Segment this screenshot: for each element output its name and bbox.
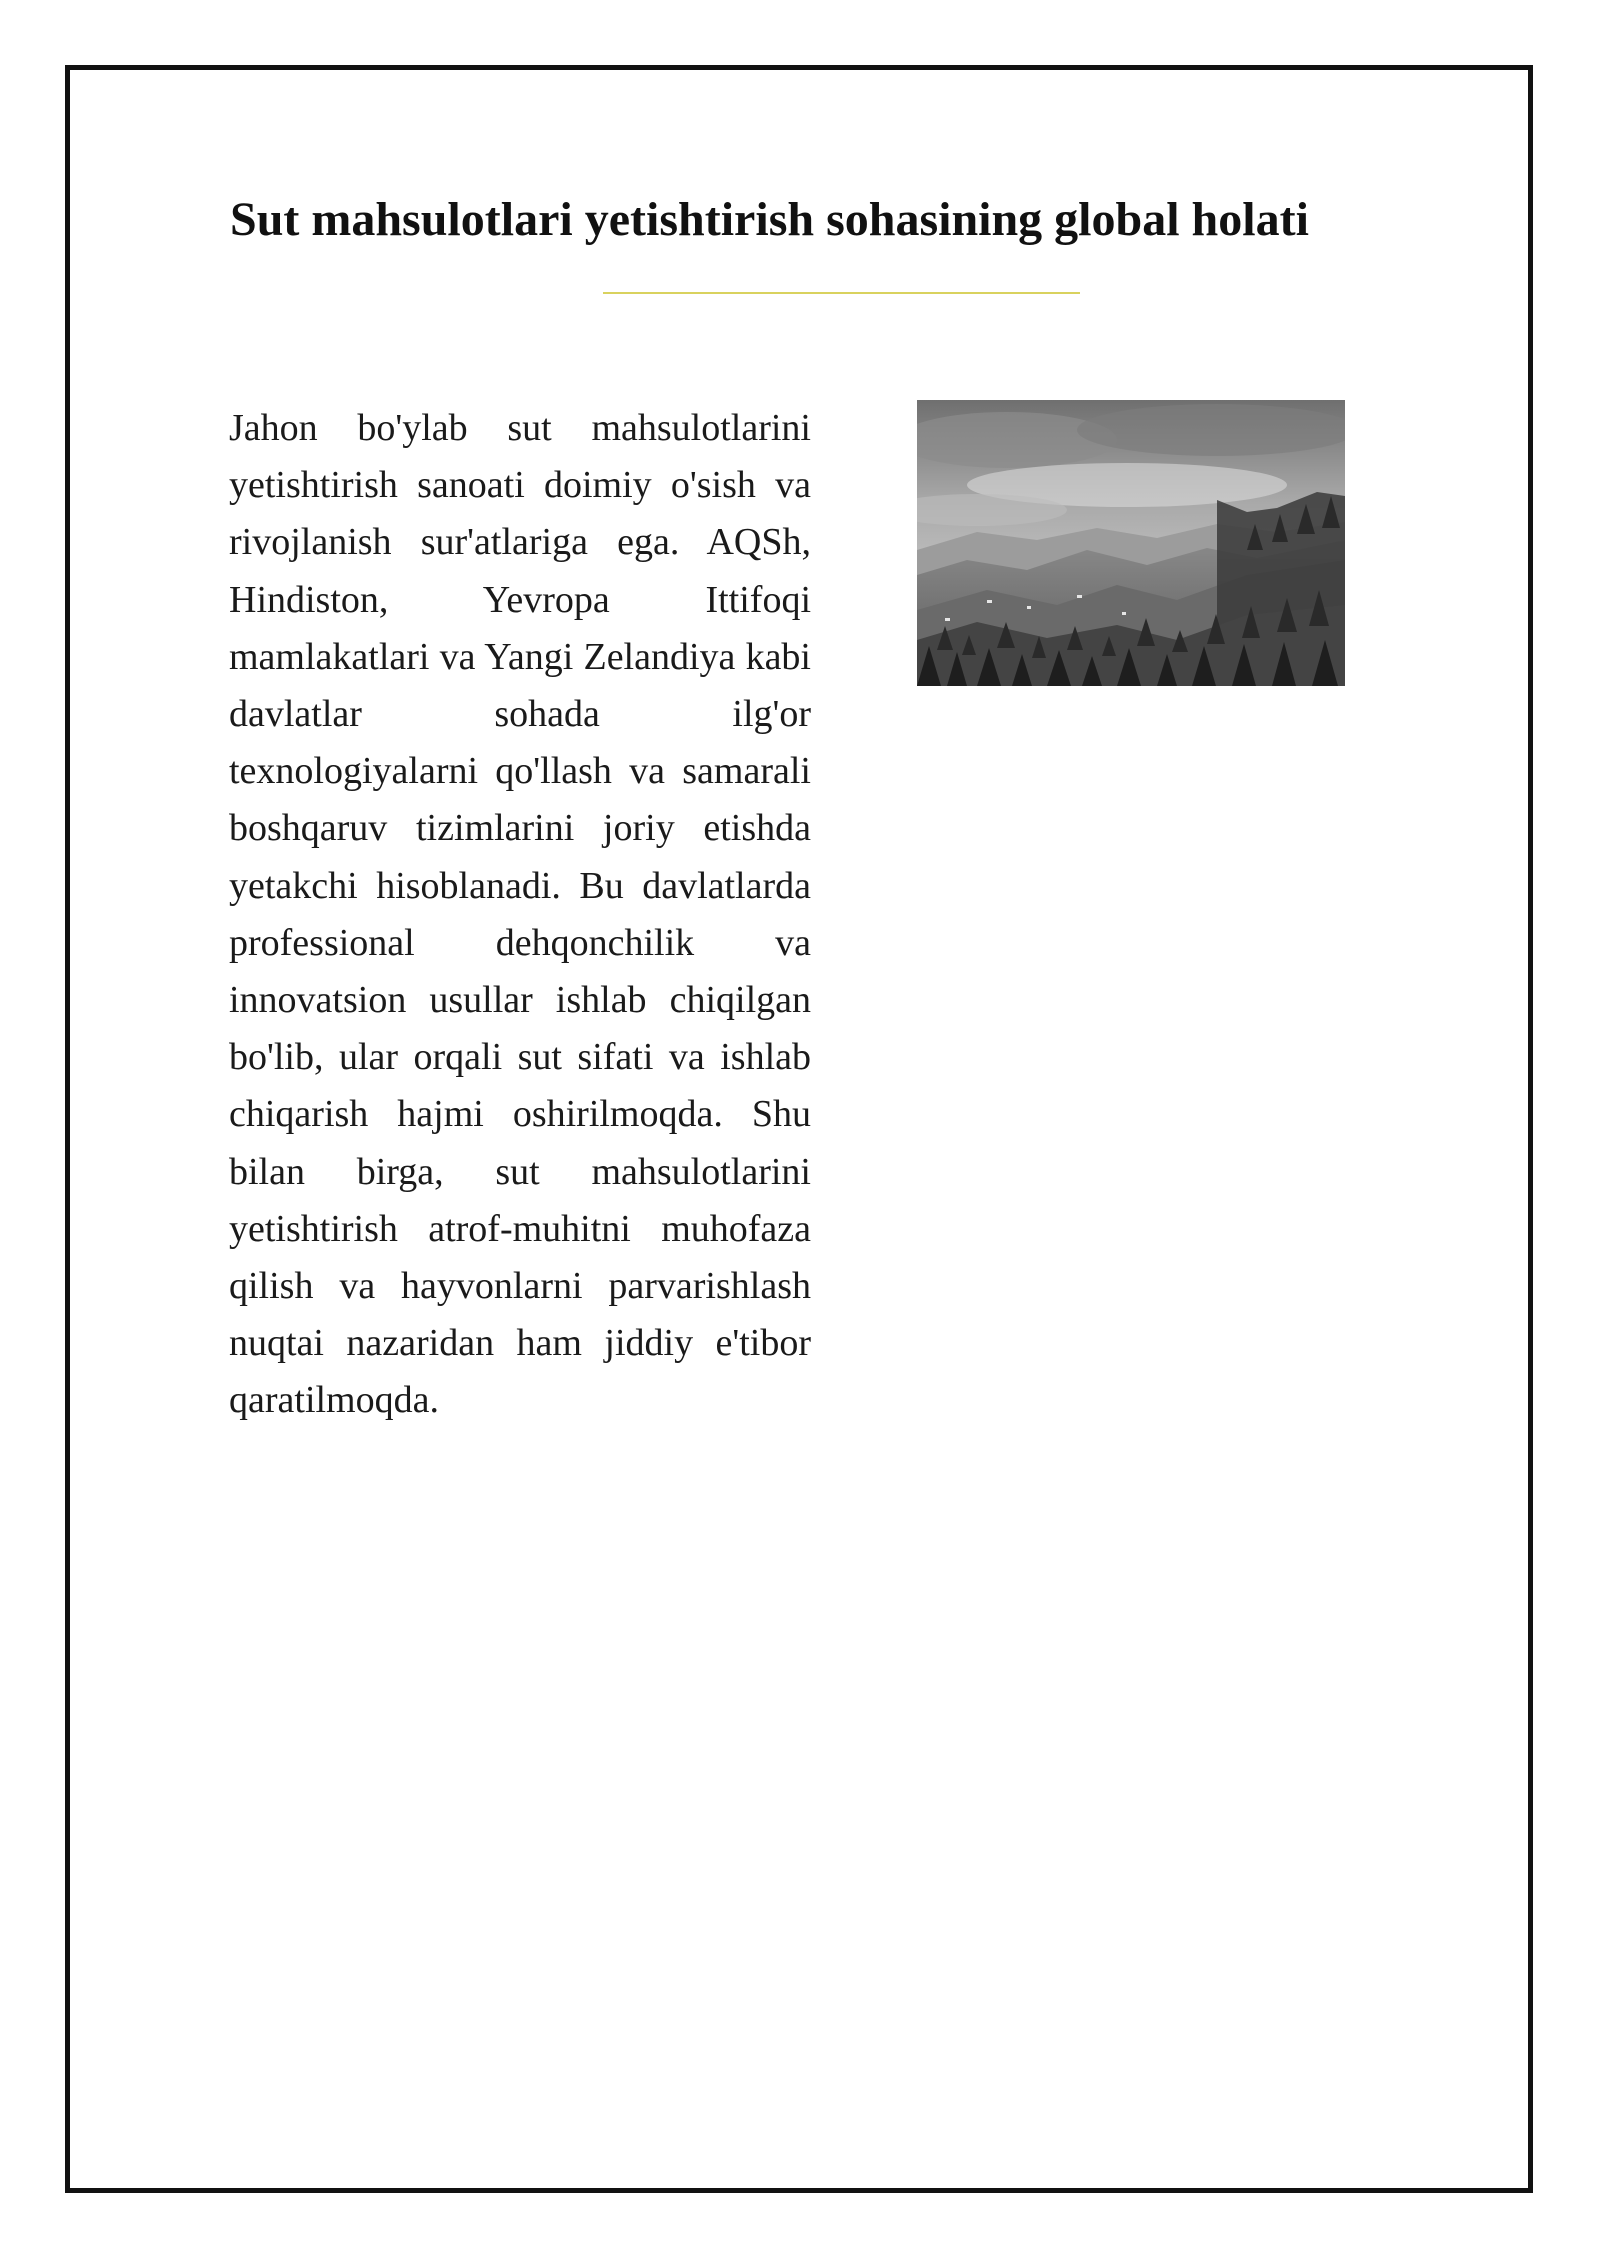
mountain-landscape-image (917, 400, 1345, 686)
body-paragraph: Jahon bo'ylab sut mahsulotlarini yetishtirish sanoati doimiy o'sish va rivojlanish sur'atlariga ega. AQSh, Hindiston, Yevropa Ittifoqi mamlakatlari va Yangi Zelandiya kabi davlatlar sohada ilg'or texnologiyalarni qo'llash va samarali boshqaruv tizimlarini joriy etishda yetakchi hisoblanadi. Bu davlatlarda professional dehqonchilik va innovatsion usullar ishlab chiqilgan bo'lib, ular orqali sut sifati va ishlab chiqarish hajmi oshirilmoqda. Shu bilan birga, sut mahsulotlarini yetishtirish atrof-muhitni muhofaza qilish va hayvonlarni parvarishlash nuqtai nazaridan ham jiddiy e'tibor qaratilmoqda. (229, 407, 811, 1422)
title-underline (603, 292, 1080, 294)
landscape-photo (917, 400, 1345, 686)
page-title: Sut mahsulotlari yetishtirish sohasining global holati (230, 193, 1309, 246)
